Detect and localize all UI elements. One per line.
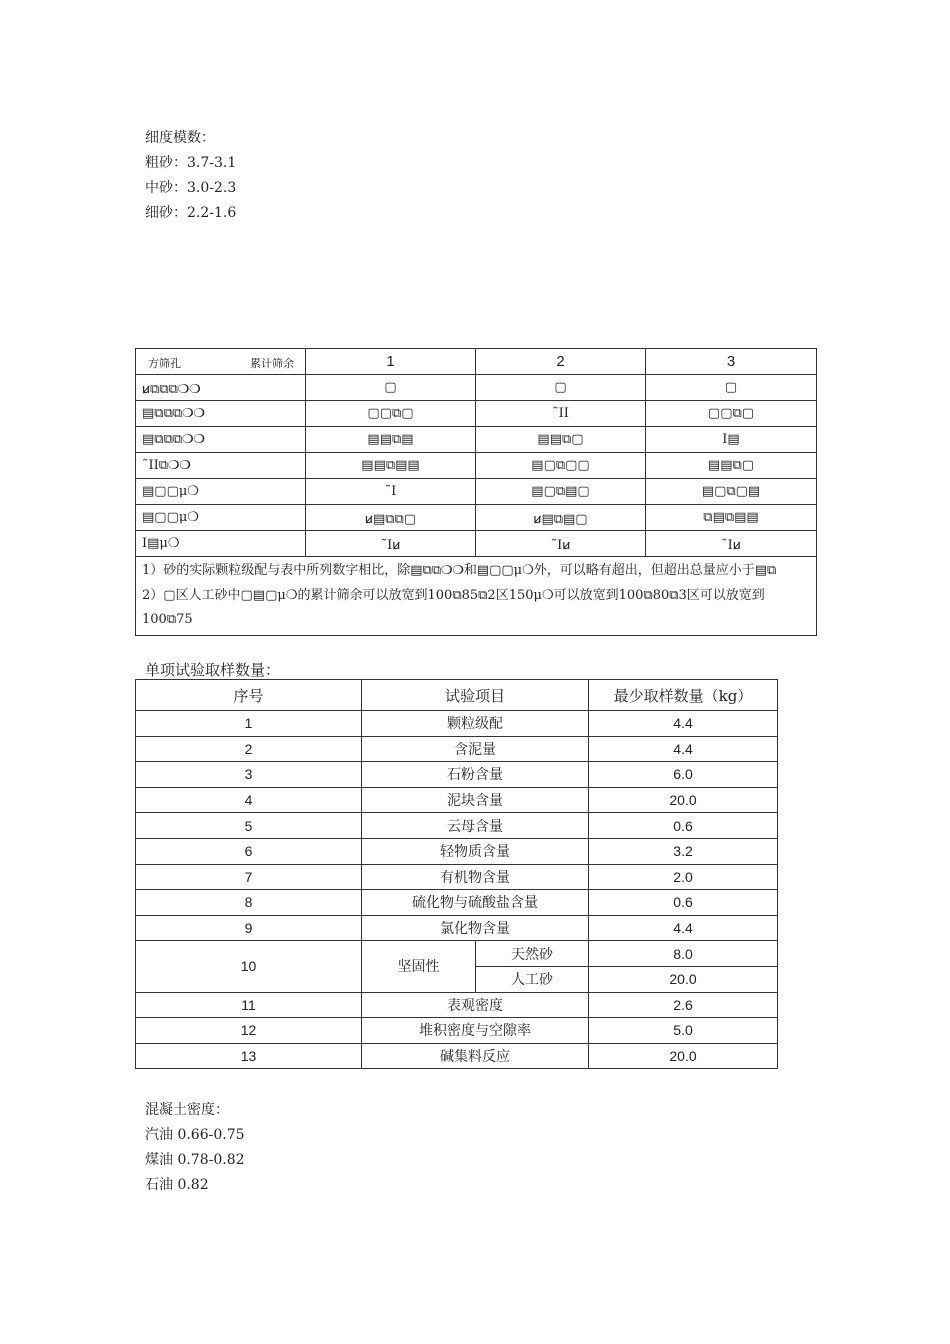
grading-row — [136, 531, 817, 557]
sieve-cell: ▤▢▢μ❍ — [136, 479, 306, 505]
row-item: 堆积密度与空隙率 — [362, 1018, 589, 1044]
sieve-cell: ▤⧉⧉⧉❍❍ — [136, 401, 306, 427]
row-qty: 20.0 — [589, 787, 778, 813]
row-subitem: 天然砂 — [476, 941, 589, 967]
row-qty: 2.0 — [589, 864, 778, 890]
zone-3-cell: ▤▤⧉▢ — [646, 453, 817, 479]
zone-3-header: 3 — [646, 349, 817, 375]
row-item: 碱集料反应 — [362, 1043, 589, 1069]
row-item: 云母含量 — [362, 813, 589, 839]
sieve-cell: ▤⧉⧉⧉❍❍ — [136, 427, 306, 453]
zone-2-cell: ▤▤⧉▢ — [476, 427, 646, 453]
note-1: 1）砂的实际颗粒级配与表中所列数字相比，除▤⧉⧉❍❍和▤▢▢μ❍外，可以略有超出，但超出总量应小于▤⧉ — [142, 563, 777, 578]
sieve-cell: ˜II⧉❍❍ — [136, 453, 306, 479]
fineness-fine: 细砂：2.2-1.6 — [145, 205, 237, 221]
row-no: 2 — [136, 736, 362, 762]
row-item: 泥块含量 — [362, 787, 589, 813]
zone-1-cell: ▢ — [306, 375, 476, 401]
grading-row — [136, 479, 817, 505]
zone-1-cell: ˜I — [306, 479, 476, 505]
zone-3-cell: ▢▢⧉▢ — [646, 401, 817, 427]
row-qty: 0.6 — [589, 813, 778, 839]
header-sieve-label: 方筛孔 — [148, 357, 181, 370]
zone-3-cell: ˜Iꞹ — [646, 531, 817, 557]
grading-row — [136, 505, 817, 531]
zone-1-cell: ▤▤⧉▤▤ — [306, 453, 476, 479]
zone-3-cell: ▢ — [646, 375, 817, 401]
table-row — [136, 813, 778, 839]
table-row — [136, 787, 778, 813]
note-2: 2）▢区人工砂中▢▤▢μ❍的累计筛余可以放宽到100⧉85⧉2区150μ❍可以放宽到100⧉80⧉3区可以放宽到100⧉75 — [142, 587, 765, 627]
zone-1-cell: ꞹ▤⧉⧉▢ — [306, 505, 476, 531]
row-qty: 6.0 — [589, 762, 778, 788]
row-item: 有机物含量 — [362, 864, 589, 890]
row-subitem: 人工砂 — [476, 966, 589, 992]
zone-3-cell: ▤▢⧉▢▤ — [646, 479, 817, 505]
row-item: 氯化物含量 — [362, 915, 589, 941]
row-item: 硫化物与硫酸盐含量 — [362, 890, 589, 916]
grading-notes-row — [136, 557, 817, 636]
row-qty: 0.6 — [589, 890, 778, 916]
header-qty: 最少取样数量（kg） — [589, 680, 778, 711]
row-item: 颗粒级配 — [362, 711, 589, 737]
fineness-coarse: 粗砂：3.7-3.1 — [145, 155, 237, 171]
row-qty: 4.4 — [589, 711, 778, 737]
row-no: 3 — [136, 762, 362, 788]
zone-2-cell: ˜II — [476, 401, 646, 427]
row-qty: 2.6 — [589, 992, 778, 1018]
row-no: 11 — [136, 992, 362, 1018]
row-qty: 4.4 — [589, 915, 778, 941]
grading-row — [136, 427, 817, 453]
sieve-cell: ꞹ⧉⧉⧉❍❍ — [136, 375, 306, 401]
density-petroleum: 石油 0.82 — [145, 1177, 209, 1193]
row-item: 石粉含量 — [362, 762, 589, 788]
sample-quantity-table — [135, 679, 778, 1069]
sample-header-row — [136, 680, 778, 711]
grading-row — [136, 375, 817, 401]
row-no: 12 — [136, 1018, 362, 1044]
row-qty: 5.0 — [589, 1018, 778, 1044]
row-no: 5 — [136, 813, 362, 839]
header-residue-label: 累计筛余 — [250, 357, 294, 370]
fineness-medium: 中砂：3.0-2.3 — [145, 180, 237, 196]
row-no: 7 — [136, 864, 362, 890]
row-qty: 3.2 — [589, 838, 778, 864]
row-no: 4 — [136, 787, 362, 813]
grading-header-row — [136, 349, 817, 375]
density-gasoline: 汽油 0.66-0.75 — [145, 1127, 245, 1143]
row-item: 轻物质含量 — [362, 838, 589, 864]
row-qty: 20.0 — [589, 966, 778, 992]
grading-row — [136, 453, 817, 479]
row-no: 8 — [136, 890, 362, 916]
grading-table — [135, 348, 817, 636]
sieve-cell: ▤▢▢μ❍ — [136, 505, 306, 531]
table-row — [136, 864, 778, 890]
row-qty: 8.0 — [589, 941, 778, 967]
zone-1-header: 1 — [306, 349, 476, 375]
zone-3-cell: ⧉▤⧉▤▤ — [646, 505, 817, 531]
table-row — [136, 890, 778, 916]
row-qty: 4.4 — [589, 736, 778, 762]
grading-row — [136, 401, 817, 427]
table-row — [136, 762, 778, 788]
fineness-title: 细度模数： — [145, 130, 215, 146]
zone-1-cell: ▤▤⧉▤ — [306, 427, 476, 453]
zone-2-cell: ▢ — [476, 375, 646, 401]
zone-2-header: 2 — [476, 349, 646, 375]
row-no: 10 — [136, 941, 362, 992]
sample-table-title: 单项试验取样数量： — [145, 661, 281, 679]
zone-3-cell: I▤ — [646, 427, 817, 453]
table-row — [136, 1018, 778, 1044]
table-row — [136, 915, 778, 941]
table-row — [136, 1043, 778, 1069]
row-item: 含泥量 — [362, 736, 589, 762]
row-no: 1 — [136, 711, 362, 737]
density-title: 混凝土密度： — [145, 1102, 229, 1118]
header-no: 序号 — [136, 680, 362, 711]
row-item: 坚固性 — [362, 941, 476, 992]
row-no: 13 — [136, 1043, 362, 1069]
row-no: 6 — [136, 838, 362, 864]
sieve-cell: I▤μ❍ — [136, 531, 306, 557]
grading-notes — [136, 557, 817, 636]
zone-1-cell: ▢▢⧉▢ — [306, 401, 476, 427]
zone-2-cell: ꞹ▤⧉▤▢ — [476, 505, 646, 531]
table-row — [136, 941, 778, 967]
zone-1-cell: ˜Iꞹ — [306, 531, 476, 557]
table-row — [136, 736, 778, 762]
header-item: 试验项目 — [362, 680, 589, 711]
table-row — [136, 838, 778, 864]
zone-2-cell: ▤▢⧉▢▢ — [476, 453, 646, 479]
density-kerosene: 煤油 0.78-0.82 — [145, 1152, 245, 1168]
row-qty: 20.0 — [589, 1043, 778, 1069]
table-row — [136, 711, 778, 737]
row-no: 9 — [136, 915, 362, 941]
table-row — [136, 992, 778, 1018]
grading-corner-cell — [136, 349, 306, 375]
zone-2-cell: ˜Iꞹ — [476, 531, 646, 557]
zone-2-cell: ▤▢⧉▤▢ — [476, 479, 646, 505]
row-item: 表观密度 — [362, 992, 589, 1018]
